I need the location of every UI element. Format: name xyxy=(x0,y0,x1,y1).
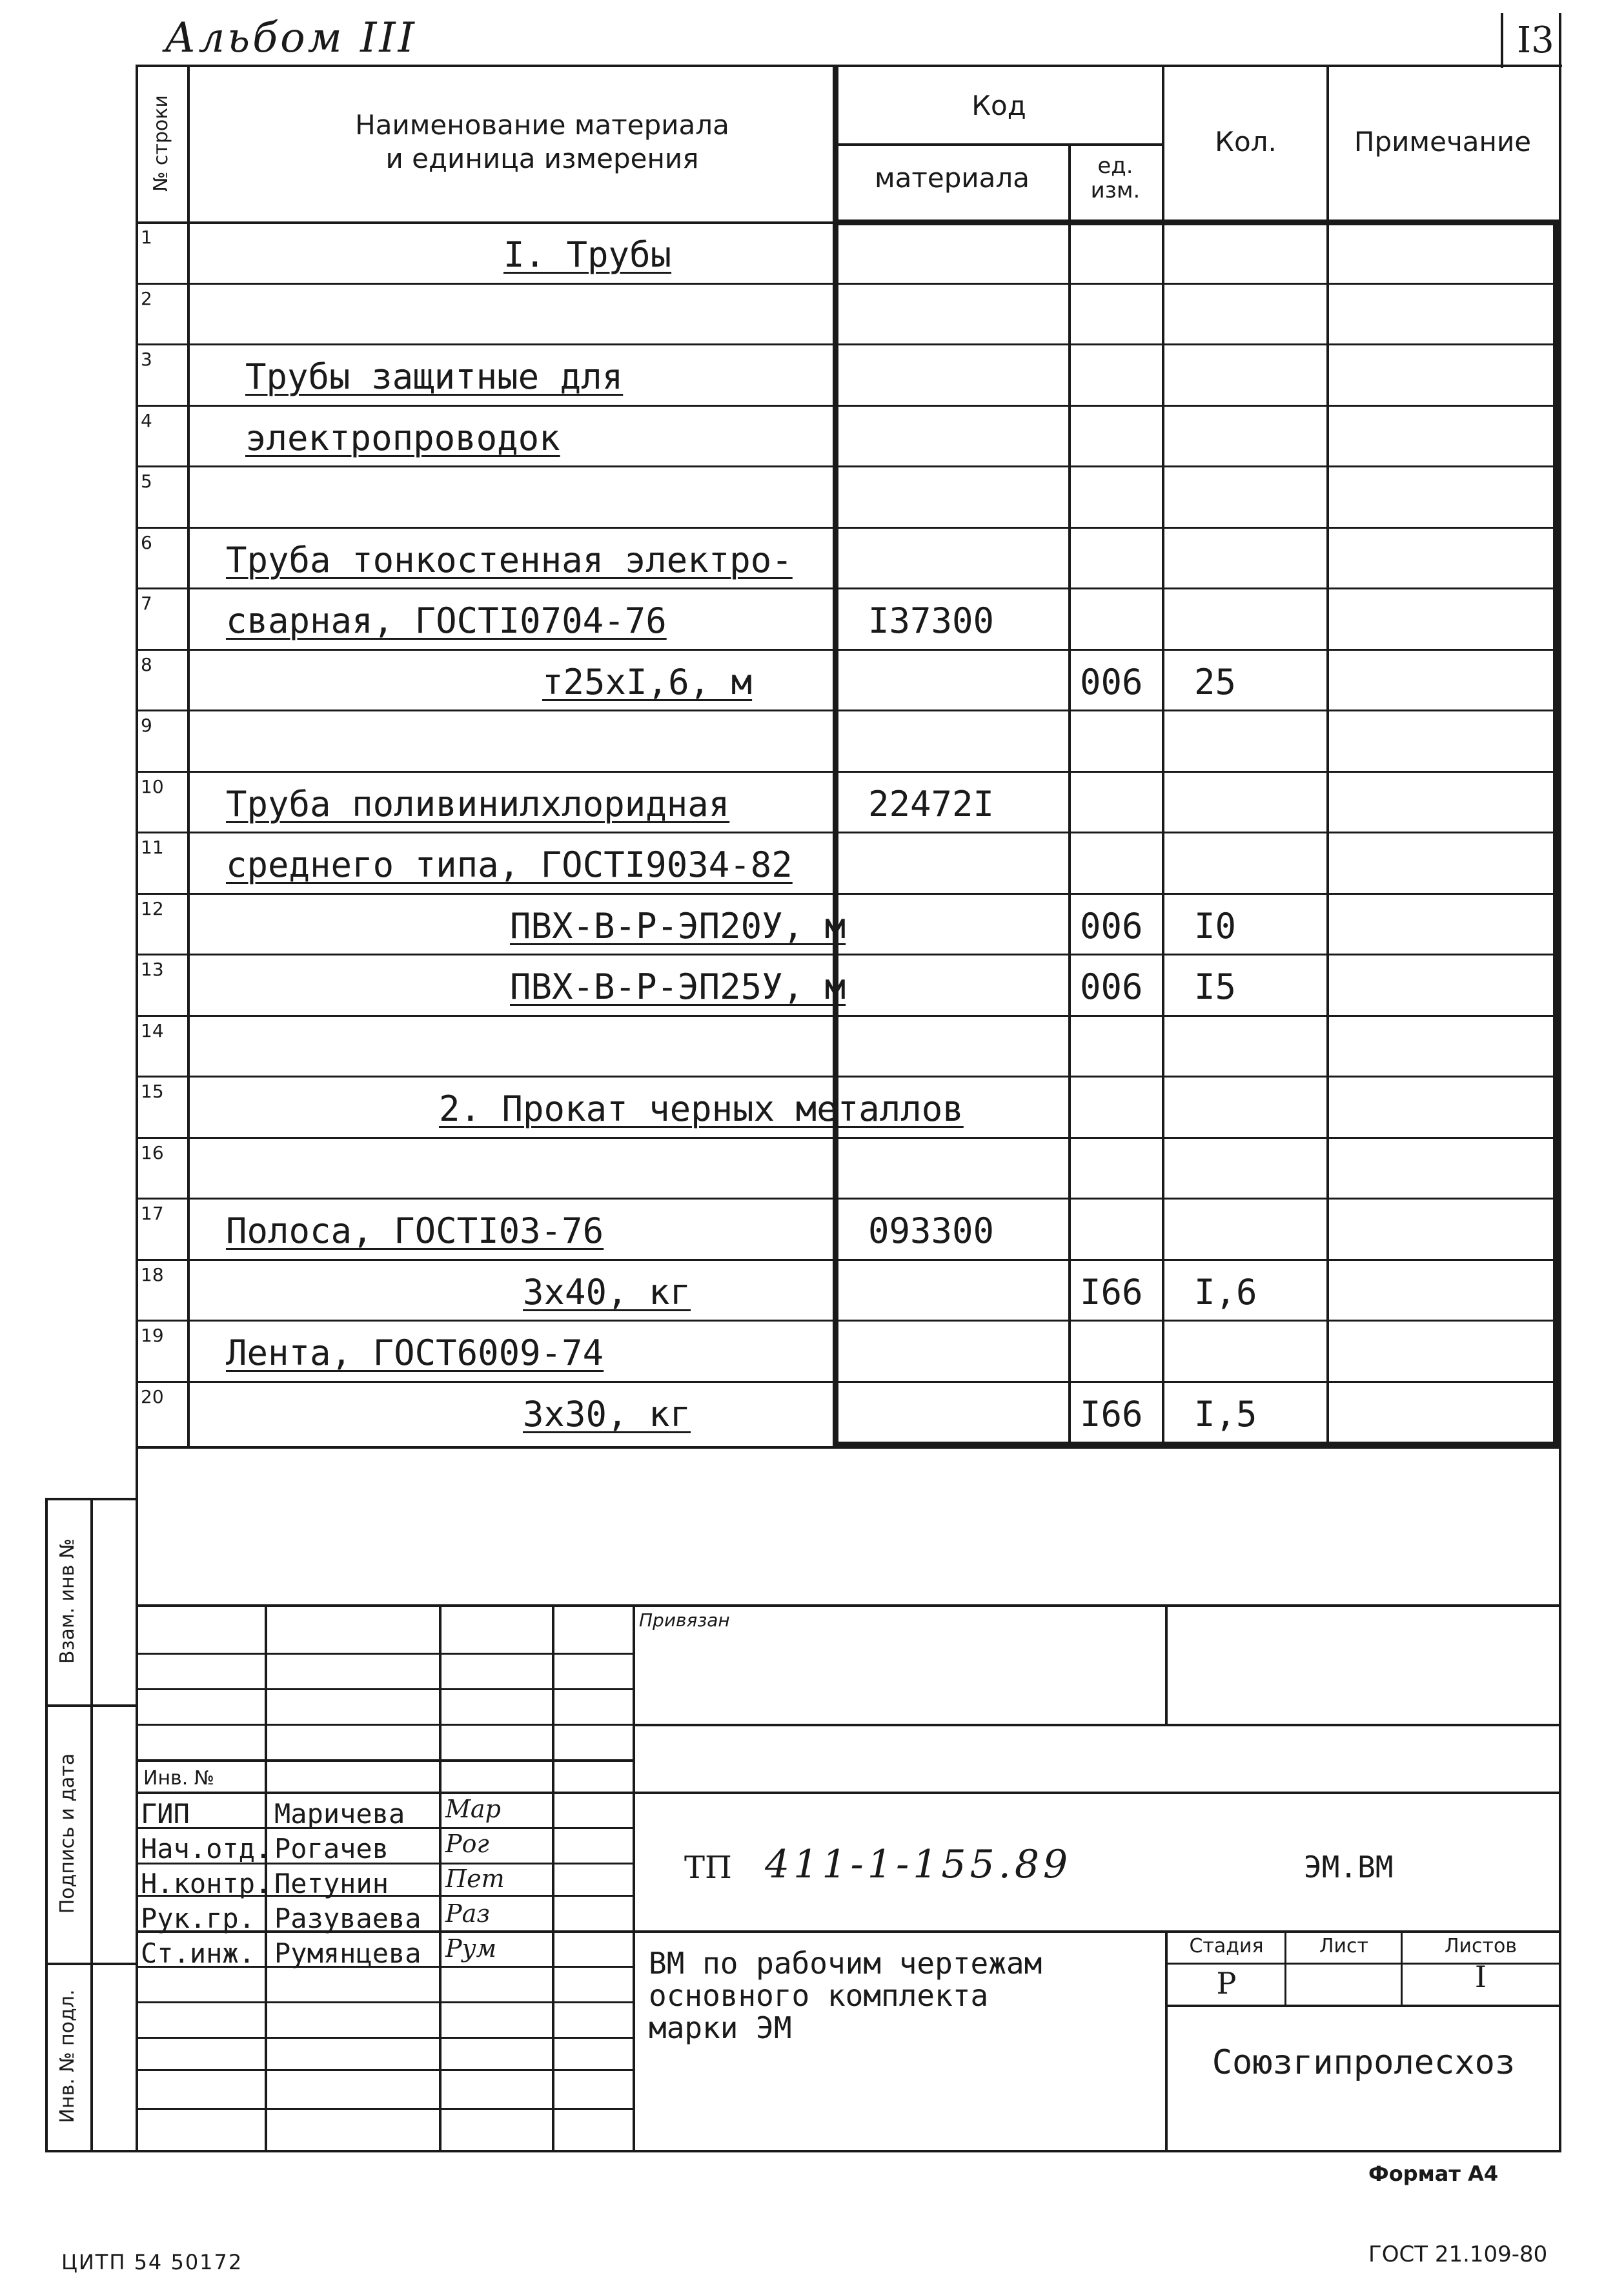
header-row-no: № строки xyxy=(150,95,172,192)
tp-prefix: ТП xyxy=(684,1850,732,1886)
header-note: Примечание xyxy=(1354,126,1532,158)
row-unit: 006 xyxy=(1080,661,1143,702)
format-label: Формат А4 xyxy=(1368,2161,1499,2186)
row-number: 3 xyxy=(141,349,152,370)
row-qty: I5 xyxy=(1194,966,1237,1007)
row-number: 18 xyxy=(141,1263,164,1285)
row-number: 5 xyxy=(141,471,152,492)
stage-value: Р xyxy=(1216,1966,1237,2001)
row-number: 12 xyxy=(141,897,164,919)
sheets-label: Листов xyxy=(1444,1935,1517,1957)
row-number: 13 xyxy=(141,959,164,980)
row-unit: I66 xyxy=(1080,1271,1143,1313)
role-title: ГИП xyxy=(141,1798,190,1830)
row-name: 3х40, кг xyxy=(523,1271,691,1313)
table-row xyxy=(136,1138,1559,1200)
side-label-inv-podl: Инв. № подл. xyxy=(56,1989,79,2123)
table-row xyxy=(136,1321,1559,1382)
role-title: Н.контр. xyxy=(141,1868,272,1899)
organization: Союзгипролесхоз xyxy=(1212,2043,1516,2082)
row-name: 3х30, кг xyxy=(523,1393,691,1435)
role-name: Петунин xyxy=(274,1868,389,1899)
table-row xyxy=(136,589,1559,650)
row-number: 11 xyxy=(141,837,164,858)
row-name: Труба поливинилхлоридная xyxy=(226,783,730,824)
role-title: Нач.отд. xyxy=(141,1833,272,1864)
table-row xyxy=(136,1016,1559,1078)
header-code: Код xyxy=(971,90,1026,121)
table-row xyxy=(136,955,1559,1016)
sheets-value: I xyxy=(1474,1959,1487,1994)
table-row xyxy=(136,528,1559,589)
row-name: электропроводок xyxy=(245,417,560,458)
table-row xyxy=(136,467,1559,528)
table-row xyxy=(136,223,1559,284)
row-number: 20 xyxy=(141,1385,164,1407)
row-unit: 006 xyxy=(1080,966,1143,1007)
row-code: 22472I xyxy=(868,783,995,824)
footer-left: ЦИТП 54 50172 xyxy=(61,2250,243,2274)
table-row xyxy=(136,650,1559,711)
row-unit: 006 xyxy=(1080,905,1143,946)
signatures-block xyxy=(136,1793,633,1971)
header-code-material: материала xyxy=(874,162,1030,194)
role-signature: Мар xyxy=(445,1795,501,1823)
row-name: Полоса, ГОСТI03-76 xyxy=(226,1210,604,1251)
privyazan-label: Привязан xyxy=(639,1609,730,1631)
row-name: Труба тонкостенная электро- xyxy=(226,539,793,580)
row-name: Трубы защитные для xyxy=(245,356,624,397)
row-name: I. Трубы xyxy=(503,234,672,275)
row-name: сварная, ГОСТI0704-76 xyxy=(226,600,667,641)
role-signature: Рум xyxy=(445,1934,497,1963)
page-number-divider xyxy=(1501,13,1503,68)
row-number: 14 xyxy=(141,1019,164,1041)
side-strip xyxy=(45,1498,136,2150)
row-name: т25хI,6, м xyxy=(542,661,753,702)
row-qty: I,5 xyxy=(1194,1393,1257,1435)
row-number: 19 xyxy=(141,1325,164,1346)
row-number: 15 xyxy=(141,1081,164,1102)
doc-mark: ЭМ.ВМ xyxy=(1304,1850,1394,1885)
side-label-vzam: Взам. инв № xyxy=(56,1538,79,1664)
row-unit: I66 xyxy=(1080,1393,1143,1435)
role-signature: Раз xyxy=(445,1899,490,1928)
stamp xyxy=(136,1604,1559,2150)
header-name: Наименование материала и единица измерения xyxy=(355,109,729,174)
tp-number: 411-1-155.89 xyxy=(765,1842,1072,1887)
row-number: 16 xyxy=(141,1141,164,1163)
row-number: 6 xyxy=(141,531,152,553)
row-qty: I,6 xyxy=(1194,1271,1257,1313)
table-row xyxy=(136,772,1559,833)
footer-right: ГОСТ 21.109-80 xyxy=(1368,2242,1548,2267)
row-code: I37300 xyxy=(868,600,995,641)
row-number: 4 xyxy=(141,409,152,431)
album-title: Альбом III xyxy=(165,14,417,62)
table-body xyxy=(136,223,1559,1443)
table-row xyxy=(136,1077,1559,1138)
row-number: 7 xyxy=(141,593,152,614)
doc-title-line-3: марки ЭМ xyxy=(649,2010,792,2045)
table-row xyxy=(136,406,1559,467)
table-row xyxy=(136,1260,1559,1322)
sheet-label: Лист xyxy=(1319,1935,1369,1957)
role-title: Ст.инж. xyxy=(141,1937,256,1969)
stage-label: Стадия xyxy=(1189,1935,1264,1957)
row-number: 10 xyxy=(141,775,164,797)
doc-title-line-1: ВМ по рабочим чертежам xyxy=(649,1946,1042,1981)
table-row xyxy=(136,711,1559,772)
role-name: Румянцева xyxy=(274,1937,421,1969)
row-name: среднего типа, ГОСТI9034-82 xyxy=(226,844,793,885)
row-number: 1 xyxy=(141,227,152,248)
table-row xyxy=(136,1382,1559,1444)
table-row xyxy=(136,894,1559,955)
inv-no-label: Инв. № xyxy=(143,1767,215,1790)
role-title: Рук.гр. xyxy=(141,1903,256,1934)
table-row xyxy=(136,345,1559,406)
row-code: 093300 xyxy=(868,1210,995,1251)
row-name: Лента, ГОСТ6009-74 xyxy=(226,1333,604,1373)
table-row xyxy=(136,1199,1559,1260)
row-number: 9 xyxy=(141,715,152,736)
page-number: I3 xyxy=(1517,19,1554,61)
role-name: Маричева xyxy=(274,1798,405,1830)
row-name: ПВХ-В-Р-ЭП25У, м xyxy=(510,966,846,1007)
table-row xyxy=(136,833,1559,894)
row-qty: 25 xyxy=(1194,661,1237,702)
row-number: 2 xyxy=(141,287,152,309)
header-code-unit: ед. изм. xyxy=(1090,153,1141,203)
role-name: Рогачев xyxy=(274,1833,389,1864)
row-name: ПВХ-В-Р-ЭП20У, м xyxy=(510,905,846,946)
role-signature: Пет xyxy=(445,1864,505,1893)
table-row xyxy=(136,284,1559,345)
header-qty: Кол. xyxy=(1215,126,1277,158)
doc-title-line-2: основного комплекта xyxy=(649,1978,989,2013)
row-name: 2. Прокат черных металлов xyxy=(439,1088,964,1129)
row-number: 8 xyxy=(141,653,152,675)
side-label-podpis: Подпись и дата xyxy=(56,1753,79,1914)
frame-right xyxy=(1559,13,1561,2150)
role-name: Разуваева xyxy=(274,1903,421,1934)
frame-bottom xyxy=(45,2150,1561,2152)
row-qty: I0 xyxy=(1194,905,1237,946)
role-signature: Рог xyxy=(445,1830,489,1858)
spec-table xyxy=(136,65,1559,1446)
row-number: 17 xyxy=(141,1203,164,1224)
